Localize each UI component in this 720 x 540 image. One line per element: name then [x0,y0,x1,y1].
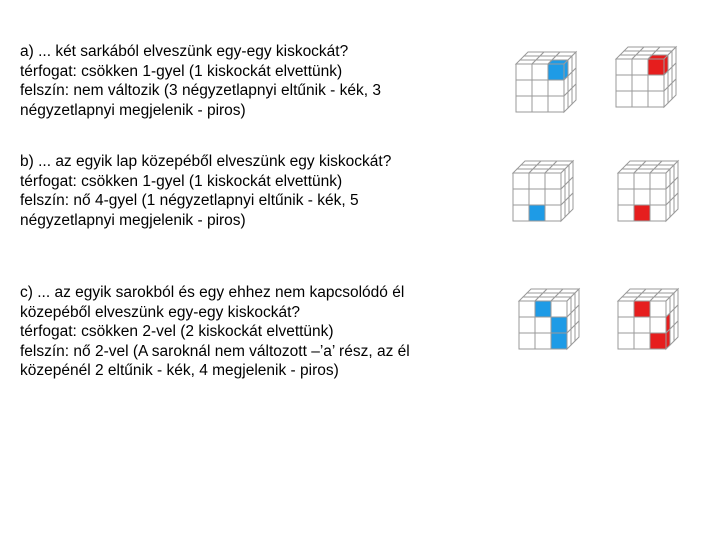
section-a-surface-cont: négyzetlapnyi megjelenik - piros) [20,101,246,119]
cube-front-facet [634,301,650,317]
cube-front-facet [548,80,564,96]
cube-front-facet [519,333,535,349]
cube-front-facet [513,189,529,205]
cube-side-facet [670,197,674,217]
cube-front-facet [519,301,535,317]
cube-side-facet [568,88,572,108]
cube-front-facet [548,64,564,80]
cube-front-facet [616,59,632,75]
section-a-volume: térfogat: csökken 1-gyel (1 kiskockát elvettünk) [20,62,343,80]
cube-front-facet [532,80,548,96]
cube-front-facet [650,301,666,317]
cube-front-facet [618,205,634,221]
cube-side-facet [569,193,573,213]
cube-b-back-view-image [614,157,682,225]
section-a-text [20,42,490,120]
cube-side-facet [572,84,576,104]
cube-side-facet [668,83,672,103]
section-c-surface-cont: közepénél 2 eltűnik - kék, 4 megjelenik - piros) [20,362,339,379]
cube-front-facet [535,333,551,349]
cube-a-back-view-image [612,43,680,111]
cube-side-facet [567,329,571,349]
cube-side-facet [666,329,670,349]
cube-front-facet [634,189,650,205]
cube-front-facet [532,64,548,80]
cube-front-facet [513,173,529,189]
section-a-surface: felszín: nem változik (3 négyzetlapnyi eltűnik - kék, 3 [20,82,381,99]
cube-front-facet [529,189,545,205]
cube-side-facet [670,325,674,345]
section-c-volume: térfogat: csökken 2-vel (2 kiskockát elvettünk) [20,323,334,340]
cube-front-facet [545,205,561,221]
cube-side-facet [575,321,579,341]
cube-front-facet [650,205,666,221]
cube-front-facet [551,333,567,349]
section-c-text [20,283,490,381]
cube-b-front-view-image [509,157,577,225]
cube-front-facet [634,333,650,349]
cube-front-facet [551,317,567,333]
cube-front-facet [648,91,664,107]
cube-front-facet [618,301,634,317]
section-b-surface: felszín: nő 4-gyel (1 négyzetlapnyi eltűnik - kék, 5 [20,192,359,209]
cube-front-facet [529,173,545,189]
cube-side-facet [666,201,670,221]
section-b-question: b) ... az egyik lap közepéből elveszünk egy kiskockát? [20,153,392,170]
cube-c-front-view-image [515,285,583,353]
cube-front-facet [616,91,632,107]
cube-front-facet [618,189,634,205]
cube-side-facet [564,92,568,112]
cube-front-facet [513,205,529,221]
cube-front-facet [650,317,666,333]
cube-front-facet [516,80,532,96]
cube-a-front-view-image [512,48,580,116]
cube-front-facet [535,301,551,317]
cube-front-facet [529,205,545,221]
cube-front-facet [634,205,650,221]
cube-front-facet [632,91,648,107]
section-c-question-cont: közepéből elveszünk egy-egy kiskockát? [20,303,301,321]
section-c-surface: felszín: nő 2-vel (A saroknál nem változott –’a’ rész, az él [20,342,410,360]
cube-side-facet [571,325,575,345]
cube-front-facet [650,173,666,189]
cube-front-facet [548,96,564,112]
cube-front-facet [632,75,648,91]
cube-side-facet [674,193,678,213]
cube-side-facet [664,87,668,107]
cube-side-facet [561,201,565,221]
cube-front-facet [516,64,532,80]
cube-front-facet [545,189,561,205]
cube-front-facet [516,96,532,112]
cube-front-facet [545,173,561,189]
cube-front-facet [634,173,650,189]
cube-front-facet [551,301,567,317]
cube-front-facet [532,96,548,112]
section-c-question: c) ... az egyik sarokból és egy ehhez nem kapcsolódó él [20,284,405,301]
cube-front-facet [616,75,632,91]
cube-front-facet [632,59,648,75]
cube-front-facet [648,59,664,75]
cube-front-facet [618,333,634,349]
section-a-question: a) ... két sarkából elveszünk egy-egy kiskockát? [20,43,349,60]
cube-front-facet [618,317,634,333]
cube-side-facet [565,197,569,217]
cube-side-facet [672,79,676,99]
cube-side-facet [674,321,678,341]
cube-front-facet [618,173,634,189]
section-b-volume: térfogat: csökken 1-gyel (1 kiskockát elvettünk) [20,172,343,190]
cube-front-facet [648,75,664,91]
section-b-surface-cont: négyzetlapnyi megjelenik - piros) [20,211,246,229]
cube-front-facet [535,317,551,333]
section-b-text [20,152,490,230]
cube-front-facet [634,317,650,333]
cube-c-back-view-image [614,285,682,353]
cube-front-facet [650,333,666,349]
cube-front-facet [519,317,535,333]
cube-front-facet [650,189,666,205]
